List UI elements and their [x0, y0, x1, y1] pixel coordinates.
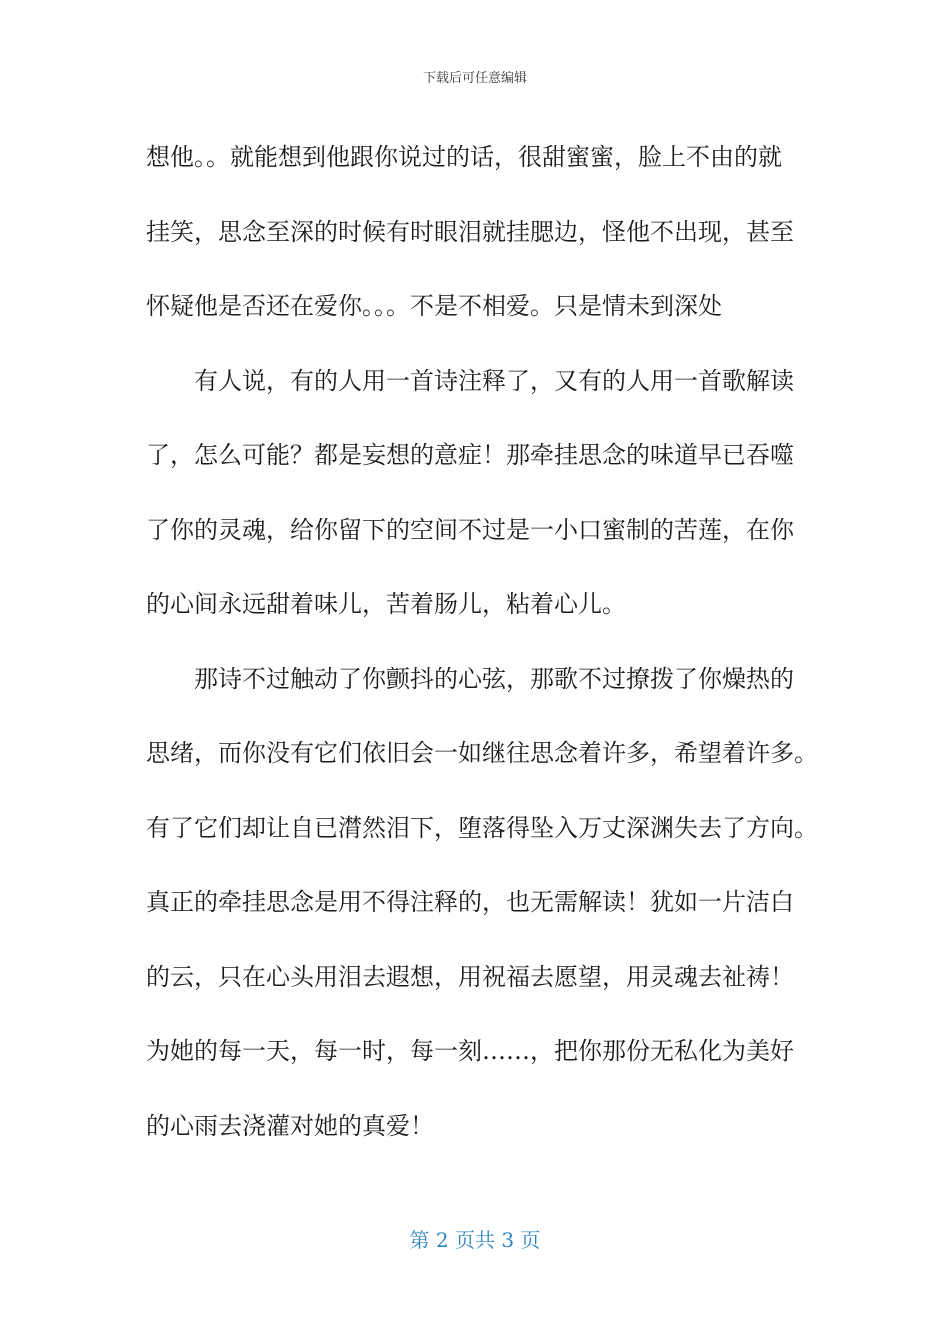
- text-line: 的心雨去浇灌对她的真爱！: [146, 1111, 434, 1140]
- text-line: 怀疑他是否还在爱你。。。不是不相爱。只是情未到深处: [146, 292, 722, 320]
- text-line: 为她的每一天，每一时，每一刻……，把你那份无私化为美好: [146, 1037, 794, 1065]
- page-number-label: 第 2 页共 3 页: [409, 1228, 541, 1252]
- text-line: 了你的灵魂，给你留下的空间不过是一小口蜜制的苦莲，在你: [146, 515, 794, 544]
- text-line: 真正的牵挂思念是用不得注释的，也无需解读！犹如一片洁白: [146, 888, 794, 916]
- text-line: 思绪，而你没有它们依旧会一如继往思念着许多，希望着许多。: [146, 739, 818, 767]
- page-header-note: 下载后可任意编辑: [422, 71, 527, 86]
- body-text: [146, 120, 818, 1163]
- text-line: 的心间永远甜着味儿，苦着肠儿，粘着心儿。: [146, 590, 626, 618]
- text-line: 的云，只在心头用泪去遐想，用祝福去愿望，用灵魂去祉祷！: [146, 962, 794, 991]
- text-line: 挂笑，思念至深的时候有时眼泪就挂腮边，怪他不出现，甚至: [146, 217, 794, 246]
- text-line: 有了它们却让自已潸然泪下，堕落得坠入万丈深渊失去了方向。: [146, 813, 818, 842]
- text-line: 想他。。就能想到他跟你说过的话，很甜蜜蜜，脸上不由的就: [146, 143, 782, 171]
- text-line: 了，怎么可能？都是妄想的意症！那牵挂思念的味道早已吞噬: [146, 441, 794, 469]
- paragraph-start-line: 那诗不过触动了你颤抖的心弦，那歌不过撩拨了你燥热的: [194, 664, 794, 693]
- paragraph-start-line: 有人说，有的人用一首诗注释了，又有的人用一首歌解读: [194, 366, 794, 395]
- page-footer: [0, 1224, 950, 1253]
